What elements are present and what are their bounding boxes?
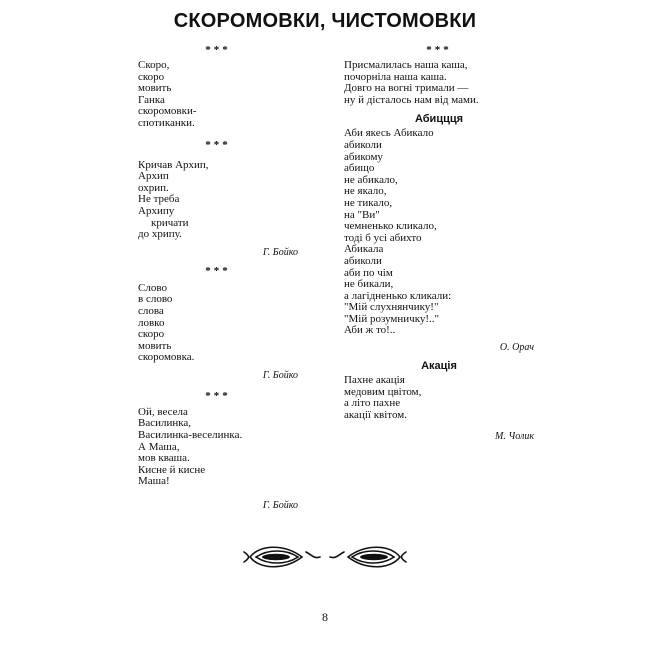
poem-line: на "Ви" (344, 208, 380, 221)
poem-line: мовить (138, 339, 172, 352)
poem-lines (138, 60, 298, 130)
poem-line: мовить (138, 82, 172, 95)
poem-line: слова (138, 304, 164, 317)
poem-lines (138, 407, 298, 488)
poem (344, 359, 534, 443)
right-column (344, 44, 534, 443)
poem-line: тоді б усі абихто (344, 231, 422, 244)
poem-stars-marker: *** (426, 44, 452, 56)
page-title: СКОРОМОВКИ, ЧИСТОМОВКИ (173, 10, 477, 32)
poem-lines (344, 128, 534, 337)
poem-line: почорніла наша каша. (344, 70, 447, 83)
poem-line: скоро (138, 70, 165, 83)
poem-line: Василинка, (138, 417, 192, 430)
poem-line: абиколи (344, 138, 382, 151)
poem (344, 44, 534, 106)
poem-line: акації квітом. (344, 408, 407, 421)
poem-line: "Мій слухнянчику!" (344, 301, 439, 314)
decorative-flourish-icon (240, 540, 410, 574)
poem (138, 44, 298, 130)
poem-line: а лагідненько кликали: (344, 289, 452, 302)
poem-line: до хрипу. (138, 228, 182, 241)
poem-stars-marker: *** (205, 44, 231, 56)
poem-line: чемненько кликало, (344, 220, 437, 233)
poem-author: О. Орач (499, 342, 534, 354)
poem-line: Маша! (138, 475, 170, 488)
poem-line: Абикала (344, 243, 384, 256)
poem-line: ну й дісталось нам від мами. (344, 93, 479, 106)
poem-line: в слово (138, 293, 173, 306)
poem-line: скоромовки- (138, 105, 197, 118)
poem-line: абищо (344, 162, 375, 175)
poem-line: Слово (138, 281, 167, 294)
page-number: 8 (322, 610, 328, 624)
poem-line: абиколи (344, 254, 382, 267)
poem-line: Кричав Архип, (138, 158, 209, 171)
poem-line: спотиканки. (138, 116, 195, 129)
poem-line: а літо пахне (344, 397, 401, 410)
poem-stars-marker: *** (205, 264, 231, 277)
poem-line: Кисне й кисне (138, 463, 206, 476)
poem-line: Скоро, (138, 59, 170, 71)
poem-lines (138, 160, 298, 241)
poem-heading: Абиццця (414, 113, 464, 126)
poem-line: не тикало, (344, 196, 393, 209)
poem-line: медовим цвітом, (344, 385, 422, 398)
poem (138, 265, 298, 382)
poem-line: абикому (344, 150, 383, 163)
poem-author: Г. Бойко (262, 500, 298, 512)
poem-stars-marker: *** (205, 389, 231, 402)
poem-line: охрип. (138, 181, 169, 194)
poem-line: не бикали, (344, 278, 394, 291)
poem-line: Ганка (138, 93, 165, 106)
poem-line: Не треба (138, 193, 180, 206)
poem-line: Аби якесь Абикало (344, 127, 434, 140)
poem-line: Ой, весела (138, 405, 188, 418)
poem-author: М. Чолик (494, 431, 534, 443)
poem-line: Аби ж то!.. (344, 324, 396, 337)
poem (138, 139, 298, 259)
poem-line: А Маша, (138, 440, 180, 453)
poem-lines (344, 375, 534, 421)
poem-author: Г. Бойко (262, 369, 298, 381)
poem-line: Архипу (138, 204, 175, 217)
poem-line: ловко (138, 316, 165, 329)
poem-line: Василинка-веселинка. (138, 429, 243, 442)
poem-author: Г. Бойко (262, 246, 298, 258)
poem-line: скоро (138, 328, 165, 341)
poem-line: Архип (138, 170, 169, 183)
poem (344, 112, 534, 354)
poem-lines (138, 283, 298, 364)
poem-line: аби по чім (344, 266, 393, 279)
poem-line: кричати (151, 216, 189, 229)
poem-line: скоромовка. (138, 351, 195, 364)
poem (138, 390, 298, 512)
poem-line: не абикало, (344, 173, 398, 186)
poem-line: не якало, (344, 185, 387, 198)
poem-stars-marker: *** (205, 138, 231, 151)
left-column (138, 44, 298, 512)
poem-line: Пахне акація (344, 374, 405, 387)
poem-line: "Мій розумничку!.." (344, 312, 440, 325)
poem-lines (344, 60, 534, 106)
poem-line: мов кваша. (138, 452, 190, 465)
poem-heading: Акація (421, 360, 457, 373)
poem-line: Довго на вогні тримали — (344, 82, 469, 95)
poem-line: Присмалилась наша каша, (344, 59, 468, 71)
